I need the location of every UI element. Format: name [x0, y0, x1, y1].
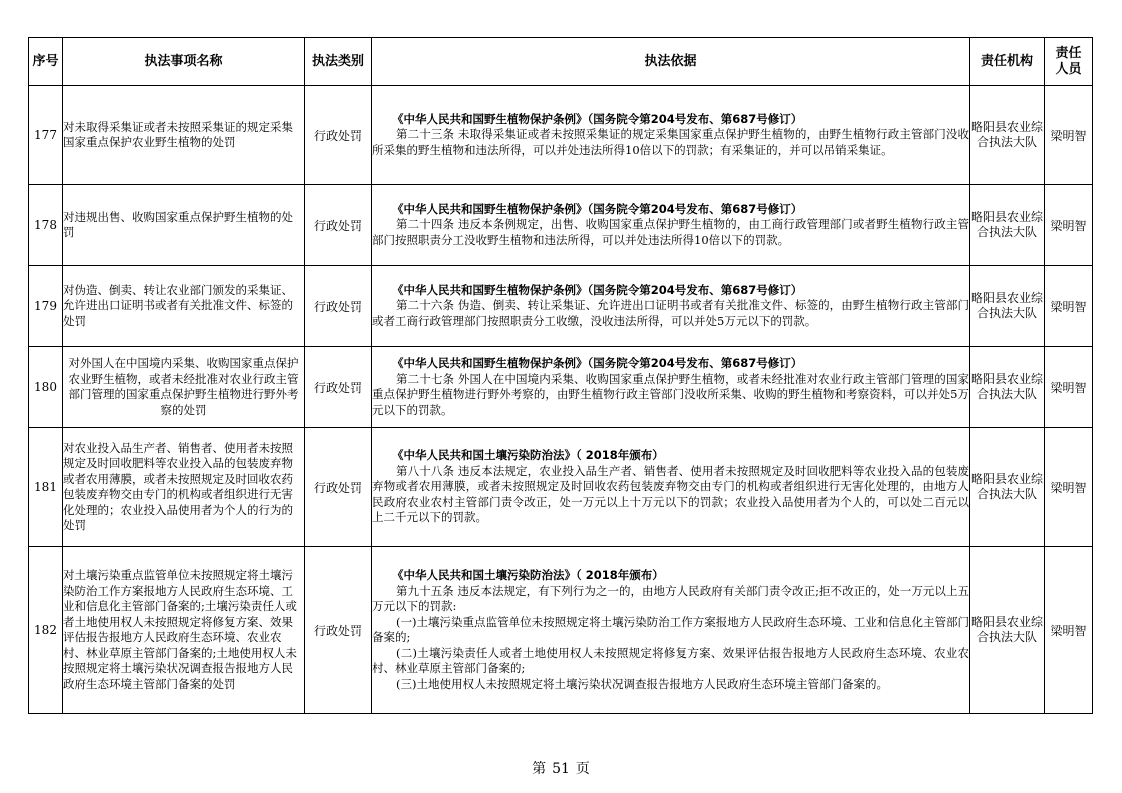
enforcement-type: 行政处罚 — [305, 86, 372, 185]
responsible-org: 略阳县农业综合执法大队 — [970, 266, 1045, 347]
responsible-person: 梁明智 — [1045, 428, 1093, 547]
responsible-org: 略阳县农业综合执法大队 — [970, 347, 1045, 428]
row-number: 182 — [29, 547, 63, 714]
header-name: 执法事项名称 — [63, 38, 305, 86]
legal-basis — [372, 547, 970, 714]
header-person-line2: 人员 — [1055, 61, 1082, 77]
header-type: 执法类别 — [305, 38, 372, 86]
law-paragraph: (二)土壤污染责任人或者土地使用权人未按照规定将修复方案、效果评估报告报地方人民政府生态环境、农业农村、林业草原主管部门备案的; — [372, 645, 969, 675]
law-paragraph: 第二十三条 未取得采集证或者未按照采集证的规定采集国家重点保护野生植物的，由野生植物行政主管部门没收所采集的野生植物和违法所得，可以并处违法所得10倍以下的罚款；有采集证的，并可以吊销采集证。 — [372, 127, 969, 157]
row-number: 178 — [29, 185, 63, 266]
header-basis: 执法依据 — [372, 38, 970, 86]
responsible-org: 略阳县农业综合执法大队 — [970, 547, 1045, 714]
row-number: 180 — [29, 347, 63, 428]
legal-basis — [372, 185, 970, 266]
law-title: 《中华人民共和国野生植物保护条例》（国务院令第204号发布、第687号修订） — [392, 282, 803, 297]
legal-basis — [372, 347, 970, 428]
table-row — [29, 185, 1093, 266]
responsible-org: 略阳县农业综合执法大队 — [970, 86, 1045, 185]
legal-basis — [372, 266, 970, 347]
responsible-person: 梁明智 — [1045, 266, 1093, 347]
table-row — [29, 428, 1093, 547]
header-person — [1045, 38, 1093, 86]
enforcement-type: 行政处罚 — [305, 547, 372, 714]
law-paragraph: 第九十五条 违反本法规定，有下列行为之一的，由地方人民政府有关部门责令改正;拒不改正的，处一万元以上五万元以下的罚款: — [372, 583, 969, 613]
law-title: 《中华人民共和国野生植物保护条例》（国务院令第204号发布、第687号修订） — [392, 201, 803, 216]
table-row — [29, 86, 1093, 185]
page-suffix: 页 — [575, 761, 590, 777]
item-name: 对伪造、倒卖、转让农业部门颁发的采集证、允许进出口证明书或者有关批准文件、标签的处罚 — [63, 266, 305, 347]
header-person-line1: 责任 — [1055, 45, 1082, 61]
law-paragraph: 第八十八条 违反本法规定，农业投入品生产者、销售者、使用者未按照规定及时回收肥料等农业投入品的包装废弃物或者农用薄膜，或者未按照规定及时回收农药包装废弃物交由专门的机构或者组织进行无害化处理的，由地方人民政府农业农村主管部门责令改正，处一万元以上十万元以下的罚款；农业投入品使用者为个人的，可以处二百元以上二千元以下的罚款。 — [372, 463, 969, 525]
law-paragraph: 第二十七条 外国人在中国境内采集、收购国家重点保护野生植物，或者未经批准对农业行政主管部门管理的国家重点保护野生植物进行野外考察的，由野生植物行政主管部门没收所采集、收购的野生植物和考察资料，可以并处5万元以下的罚款。 — [372, 371, 969, 417]
law-title: 《中华人民共和国土壤污染防治法》（ 2018年颁布） — [392, 448, 664, 463]
law-paragraph: (三)土地使用权人未按照规定将土壤污染状况调查报告报地方人民政府生态环境主管部门备案的。 — [396, 676, 888, 691]
item-name: 对土壤污染重点监管单位未按照规定将土壤污染防治工作方案报地方人民政府生态环境、工业和信息化主管部门备案的;土壤污染责任人或者土地使用权人未按照规定将修复方案、效果评估报告报地方人民政府生态环境、农业农村、林业草原主管部门备案的;土地使用权人未按照规定将土壤污染状况调查报告报地方人民政府生态环境主管部门备案的处罚 — [63, 547, 305, 714]
enforcement-type: 行政处罚 — [305, 266, 372, 347]
enforcement-type: 行政处罚 — [305, 347, 372, 428]
law-paragraph: (一)土壤污染重点监管单位未按照规定将土壤污染防治工作方案报地方人民政府生态环境、工业和信息化主管部门备案的; — [372, 614, 969, 644]
row-number: 179 — [29, 266, 63, 347]
row-number: 177 — [29, 86, 63, 185]
enforcement-type: 行政处罚 — [305, 185, 372, 266]
row-number: 181 — [29, 428, 63, 547]
responsible-org: 略阳县农业综合执法大队 — [970, 185, 1045, 266]
header-org: 责任机构 — [970, 38, 1045, 86]
table-header-row — [29, 38, 1093, 86]
page-number: 51 — [552, 761, 570, 777]
table-row — [29, 547, 1093, 714]
legal-basis — [372, 428, 970, 547]
table-row — [29, 347, 1093, 428]
enforcement-table — [28, 37, 1093, 714]
header-no: 序号 — [29, 38, 63, 86]
law-title: 《中华人民共和国土壤污染防治法》（ 2018年颁布） — [392, 568, 664, 582]
page-footer — [0, 758, 1122, 778]
responsible-person: 梁明智 — [1045, 347, 1093, 428]
responsible-person: 梁明智 — [1045, 86, 1093, 185]
page-prefix: 第 — [532, 761, 547, 777]
responsible-person: 梁明智 — [1045, 547, 1093, 714]
table-row — [29, 266, 1093, 347]
law-title: 《中华人民共和国野生植物保护条例》（国务院令第204号发布、第687号修订） — [392, 356, 803, 370]
law-title: 《中华人民共和国野生植物保护条例》（国务院令第204号发布、第687号修订） — [392, 111, 803, 126]
item-name: 对外国人在中国境内采集、收购国家重点保护农业野生植物，或者未经批准对农业行政主管部门管理的国家重点保护野生植物进行野外考察的处罚 — [63, 347, 305, 428]
responsible-org: 略阳县农业综合执法大队 — [970, 428, 1045, 547]
legal-basis — [372, 86, 970, 185]
law-paragraph: 第二十六条 伪造、倒卖、转让采集证、允许进出口证明书或者有关批准文件、标签的，由野生植物行政主管部门或者工商行政管理部门按照职责分工收缴，没收违法所得，可以并处5万元以下的罚款。 — [372, 298, 969, 328]
enforcement-type: 行政处罚 — [305, 428, 372, 547]
item-name: 对农业投入品生产者、销售者、使用者未按照规定及时回收肥料等农业投入品的包装废弃物或者农用薄膜，或者未按照规定及时回收农药包装废弃物交由专门的机构或者组织进行无害化处理的；农业投入品使用者为个人的行为的处罚 — [63, 428, 305, 547]
item-name: 对违规出售、收购国家重点保护野生植物的处罚 — [63, 185, 305, 266]
responsible-person: 梁明智 — [1045, 185, 1093, 266]
item-name: 对未取得采集证或者未按照采集证的规定采集国家重点保护农业野生植物的处罚 — [63, 86, 305, 185]
law-paragraph: 第二十四条 违反本条例规定，出售、收购国家重点保护野生植物的，由工商行政管理部门或者野生植物行政主管部门按照职责分工没收野生植物和违法所得，可以并处违法所得10倍以下的罚款。 — [372, 217, 969, 247]
